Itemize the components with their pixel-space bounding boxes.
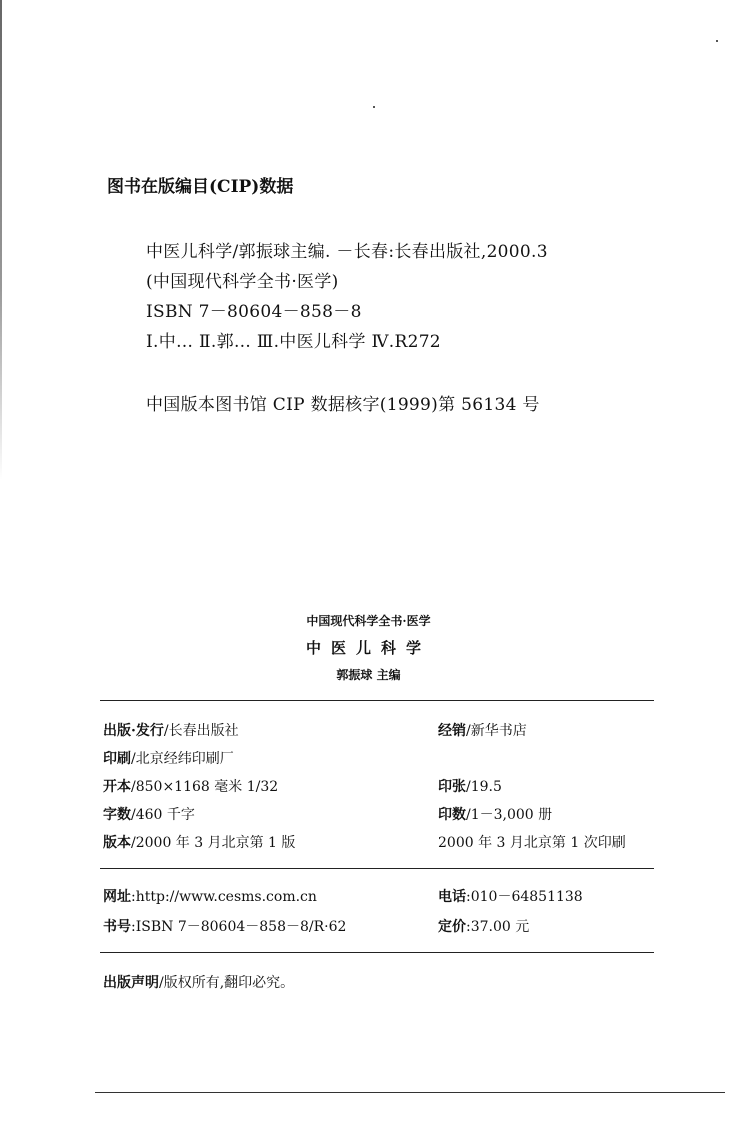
distributor-row (438, 720, 527, 740)
notice-label: 出版声明 (103, 975, 159, 991)
cip-heading: 图书在版编目(CIP)数据 (107, 177, 294, 197)
cip-line-series: (中国现代科学全书·医学) (146, 272, 339, 292)
phone-value: :010－64851138 (466, 889, 583, 905)
price-label: 定价 (438, 919, 466, 935)
publisher-label: 出版·发行 (103, 723, 164, 739)
book-title: 中医儿科学 (305, 639, 431, 657)
copies-value: /1－3,000 册 (466, 807, 553, 823)
format-value: /850×1168 毫米 1/32 (131, 779, 279, 795)
phone-row (438, 886, 583, 906)
cip-verification-number: 中国版本图书馆 CIP 数据核字(1999)第 56134 号 (146, 395, 540, 415)
scan-edge-shadow (0, 0, 2, 480)
booknum-row (103, 916, 346, 936)
distributor-label: 经销 (438, 723, 466, 739)
words-value: /460 千字 (131, 807, 195, 823)
publisher-row (103, 720, 239, 740)
website-value: :http://www.cesms.com.cn (131, 889, 317, 905)
price-row (438, 916, 529, 936)
cip-line-title: 中医儿科学/郭振球主编. －长春:长春出版社,2000.3 (146, 242, 548, 262)
cip-line-isbn: ISBN 7－80604－858－8 (146, 302, 362, 322)
format-label: 开本 (103, 779, 131, 795)
scan-speck (373, 106, 375, 108)
edition-row (103, 832, 295, 852)
price-value: :37.00 元 (466, 919, 530, 935)
scan-speck (716, 40, 718, 42)
format-row (103, 776, 278, 796)
notice-value: /版权所有,翻印必究。 (159, 975, 295, 991)
cip-line-classification: Ⅰ.中… Ⅱ.郭… Ⅲ.中医儿科学 Ⅳ.R272 (146, 332, 441, 352)
sheets-label: 印张 (438, 779, 466, 795)
words-row (103, 804, 195, 824)
printer-row (103, 748, 234, 768)
copies-label: 印数 (438, 807, 466, 823)
edition-label: 版本 (103, 835, 131, 851)
page-bottom-rule (95, 1092, 725, 1093)
booknum-label: 书号 (103, 919, 131, 935)
printing-value: 2000 年 3 月北京第 1 次印刷 (438, 835, 626, 851)
sheets-row (438, 776, 502, 796)
website-row (103, 886, 317, 906)
sheets-value: /19.5 (466, 779, 502, 795)
book-editor: 郭振球 主编 (336, 668, 401, 682)
printer-value: /北京经纬印刷厂 (131, 751, 234, 767)
printing-row (438, 832, 626, 852)
divider-middle (100, 868, 654, 869)
divider-top (100, 700, 654, 701)
printer-label: 印刷 (103, 751, 131, 767)
notice-row (103, 972, 294, 992)
distributor-value: /新华书店 (466, 723, 527, 739)
words-label: 字数 (103, 807, 131, 823)
edition-value: /2000 年 3 月北京第 1 版 (131, 835, 296, 851)
divider-bottom (100, 952, 654, 953)
copies-row (438, 804, 552, 824)
booknum-value: :ISBN 7－80604－858－8/R·62 (131, 919, 347, 935)
phone-label: 电话 (438, 889, 466, 905)
website-label: 网址 (103, 889, 131, 905)
publisher-value: /长春出版社 (163, 723, 239, 739)
book-series: 中国现代科学全书·医学 (306, 614, 431, 628)
